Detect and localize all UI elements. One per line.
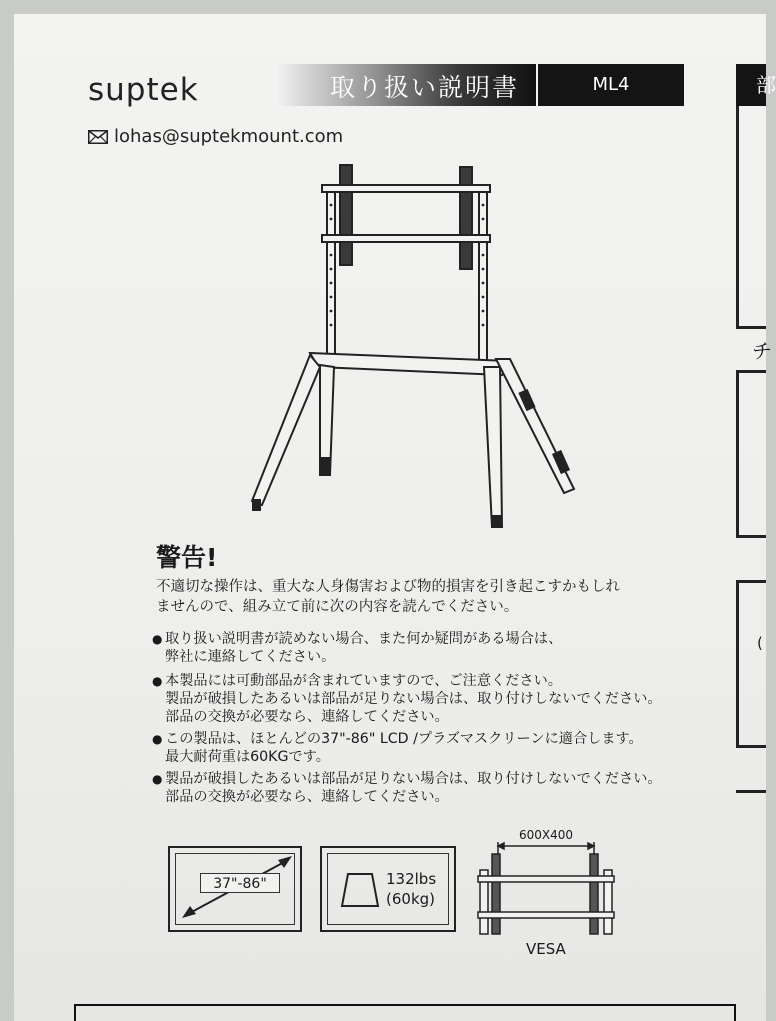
warning-intro-line: ませんので、組み立て前に次の内容を読んでください。 <box>156 599 519 615</box>
vesa-dimension: 600X400 <box>519 828 574 842</box>
right-column-divider <box>736 535 766 538</box>
list-item-line: 最大耐荷重は60KGです。 <box>165 749 330 765</box>
brand-logo: suptek <box>88 72 199 108</box>
screen-size-label: 37"-86" <box>200 873 280 893</box>
list-item-line: 製品が破損したあるいは部品が足りない場合は、取り付けしないでください。 <box>165 771 662 787</box>
weight-kg: (60kg) <box>386 890 435 908</box>
right-column-border <box>736 580 739 745</box>
right-column-fragment: チ <box>752 339 772 363</box>
list-item <box>152 672 712 726</box>
list-item-line: 製品が破損したあるいは部品が足りない場合は、取り付けしないでください。 <box>165 691 662 707</box>
list-item-line: 本製品には可動部品が含まれていますので、ご注意ください。 <box>165 673 562 689</box>
list-item-line: 部品の交換が必要なら、連絡してください。 <box>165 709 449 725</box>
right-column-divider <box>736 370 766 373</box>
vesa-label: VESA <box>526 940 566 958</box>
right-column-border <box>736 370 739 535</box>
contact-email-row <box>88 126 343 147</box>
right-column-divider <box>736 745 766 748</box>
list-item <box>152 630 712 666</box>
next-page-header-fragment: 部 <box>736 64 766 106</box>
weight-capacity-box <box>320 846 456 932</box>
list-item-line: 取り扱い説明書が読めない場合、また何か疑問がある場合は、 <box>165 631 563 647</box>
list-item-line: この製品は、ほとんどの37"-86" LCD /プラズマスクリーンに適合します。 <box>165 731 643 747</box>
model-badge: ML4 <box>538 64 684 106</box>
vesa-bracket-diagram <box>476 840 616 940</box>
bullet-icon: ● <box>152 674 163 688</box>
list-item <box>152 770 712 806</box>
warning-intro-line: 不適切な操作は、重大な人身傷害および物的損害を引き起こすかもしれ <box>156 579 620 595</box>
weight-lbs: 132lbs <box>386 870 437 888</box>
list-item-line: 弊社に連絡してください。 <box>165 649 336 665</box>
right-column-divider <box>736 790 766 793</box>
right-column-divider <box>736 580 766 583</box>
warning-heading: 警告! <box>156 543 218 572</box>
warning-intro <box>156 577 676 617</box>
right-column-fragment: ( <box>757 634 763 652</box>
bottom-section-border <box>74 1004 736 1021</box>
bullet-icon: ● <box>152 772 163 786</box>
right-column-divider <box>736 326 766 329</box>
right-column-border <box>736 106 739 326</box>
list-item-line: 部品の交換が必要なら、連絡してください。 <box>165 789 449 805</box>
tv-stand-illustration <box>240 155 600 535</box>
contact-email: lohas@suptekmount.com <box>114 126 344 147</box>
bullet-icon: ● <box>152 632 163 646</box>
manual-title: 取り扱い説明書 <box>330 73 520 102</box>
envelope-icon <box>88 130 108 144</box>
weight-icon <box>340 870 380 910</box>
warning-list <box>152 630 712 807</box>
list-item <box>152 730 712 766</box>
bullet-icon: ● <box>152 732 163 746</box>
